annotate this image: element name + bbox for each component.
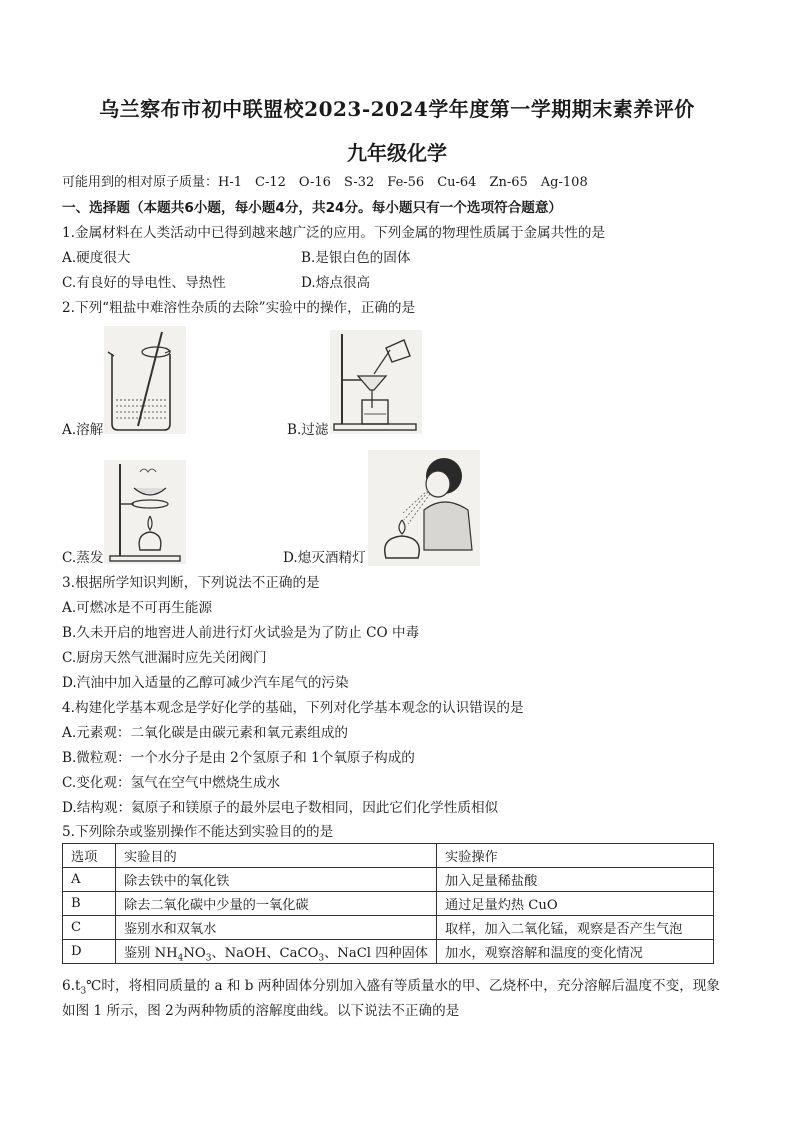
table-cell: 鉴别 $NH_4NO_3$、NaOH、CaCO$_3$、NaCl 四种固体 [116,940,437,964]
exam-subtitle: 九年级化学 [347,141,447,165]
q2-option-d: D.熄灭酒精灯 [283,550,366,566]
table-cell: A [63,868,116,892]
q3-option-c: C.厨房天然气泄漏时应先关闭阀门 [62,650,267,666]
table-row [63,868,714,892]
table-cell: 加入足量稀盐酸 [436,868,713,892]
exam-title: 乌兰察布市初中联盟校2023-2024学年度第一学期期末素养评价 [99,97,695,121]
q4-stem: 4.构建化学基本观念是学好化学的基础，下列对化学基本观念的认识错误的是 [62,700,524,716]
formula-suffix: 四种固体 [375,946,428,961]
section-heading: 一、选择题（本题共6小题，每小题4分，共24分。每小题只有一个选项符合题意） [62,200,563,216]
table-cell: 除去铁中的氧化铁 [116,868,437,892]
table-cell: 加水，观察溶解和温度的变化情况 [436,940,713,964]
table-cell: 通过足量灼热 CuO [436,892,713,916]
q4-option-a: A.元素观：二氧化碳是由碳元素和氧元素组成的 [62,725,349,741]
filtration-figure [330,330,422,434]
table-row [63,916,714,940]
table-cell: 除去二氧化碳中少量的一氧化碳 [116,892,437,916]
q2-stem: 2.下列“粗盐中难溶性杂质的去除”实验中的操作，正确的是 [62,300,416,316]
table-header-row [63,844,714,868]
table-cell: B [63,892,116,916]
q3-stem: 3.根据所学知识判断，下列说法不正确的是 [62,575,320,591]
q1-option-a: A.硬度很大 [62,250,131,266]
q3-option-d: D.汽油中加入适量的乙醇可减少汽车尾气的污染 [62,675,349,691]
q4-option-b: B.微粒观：一个水分子是由 2个氢原子和 1个氧原子构成的 [62,750,415,766]
q6-stem-prefix: 6.t [62,978,81,994]
q2-option-c: C.蒸发 [62,550,104,566]
dissolve-figure [104,326,186,434]
table-cell: C [63,916,116,940]
q2-option-b: B.过滤 [287,422,329,438]
q1-option-c: C.有良好的导电性、导热性 [62,275,226,291]
table-row [63,940,714,964]
table-header-cell: 选项 [63,844,116,868]
table-header-cell: 实验目的 [116,844,437,868]
q5-table [62,843,714,964]
evaporation-figure [104,460,186,564]
q3-option-b: B.久未开启的地窖进人前进行灯火试验是为了防止 CO 中毒 [62,625,420,641]
table-header-cell: 实验操作 [436,844,713,868]
q6-stem-rest: ℃时，将相同质量的 a 和 b 两种固体分别加入盛有等质量水的甲、乙烧杯中，充分溶解后温度不变，现象 [86,978,720,994]
q6-stem-line2: 如图 1 所示，图 2为两种物质的溶解度曲线。以下说法不正确的是 [62,1003,460,1019]
table-row [63,892,714,916]
q5-stem: 5.下列除杂或鉴别操作不能达到实验目的的是 [62,824,334,840]
q4-option-c: C.变化观：氢气在空气中燃烧生成水 [62,775,281,791]
table-cell: 鉴别水和双氧水 [116,916,437,940]
formula-prefix: 鉴别 NH [124,946,178,961]
blow-out-lamp-figure [368,450,480,566]
q2-option-a: A.溶解 [62,422,104,438]
q4-option-d: D.结构观：氦原子和镁原子的最外层电子数相同，因此它们化学性质相似 [62,800,499,816]
q1-option-d: D.熔点很高 [301,275,371,291]
q3-option-a: A.可燃冰是不可再生能源 [62,600,213,616]
atomic-masses: 可能用到的相对原子质量：H-1 C-12 O-16 S-32 Fe-56 Cu-64 Zn-65 Ag-108 [62,175,588,190]
table-cell: D [63,940,116,964]
q1-stem: 1.金属材料在人类活动中已得到越来越广泛的应用。下列金属的物理性质属于金属共性的是 [62,225,606,241]
q1-option-b: B.是银白色的固体 [301,250,411,266]
table-cell: 取样，加入二氧化锰，观察是否产生气泡 [436,916,713,940]
q6-stem-line1: $6.t_3℃$时，将相同质量的 a 和 b 两种固体分别加入盛有等质量水的甲、乙烧杯中，充分溶解后温度不变，现象 [62,978,720,997]
